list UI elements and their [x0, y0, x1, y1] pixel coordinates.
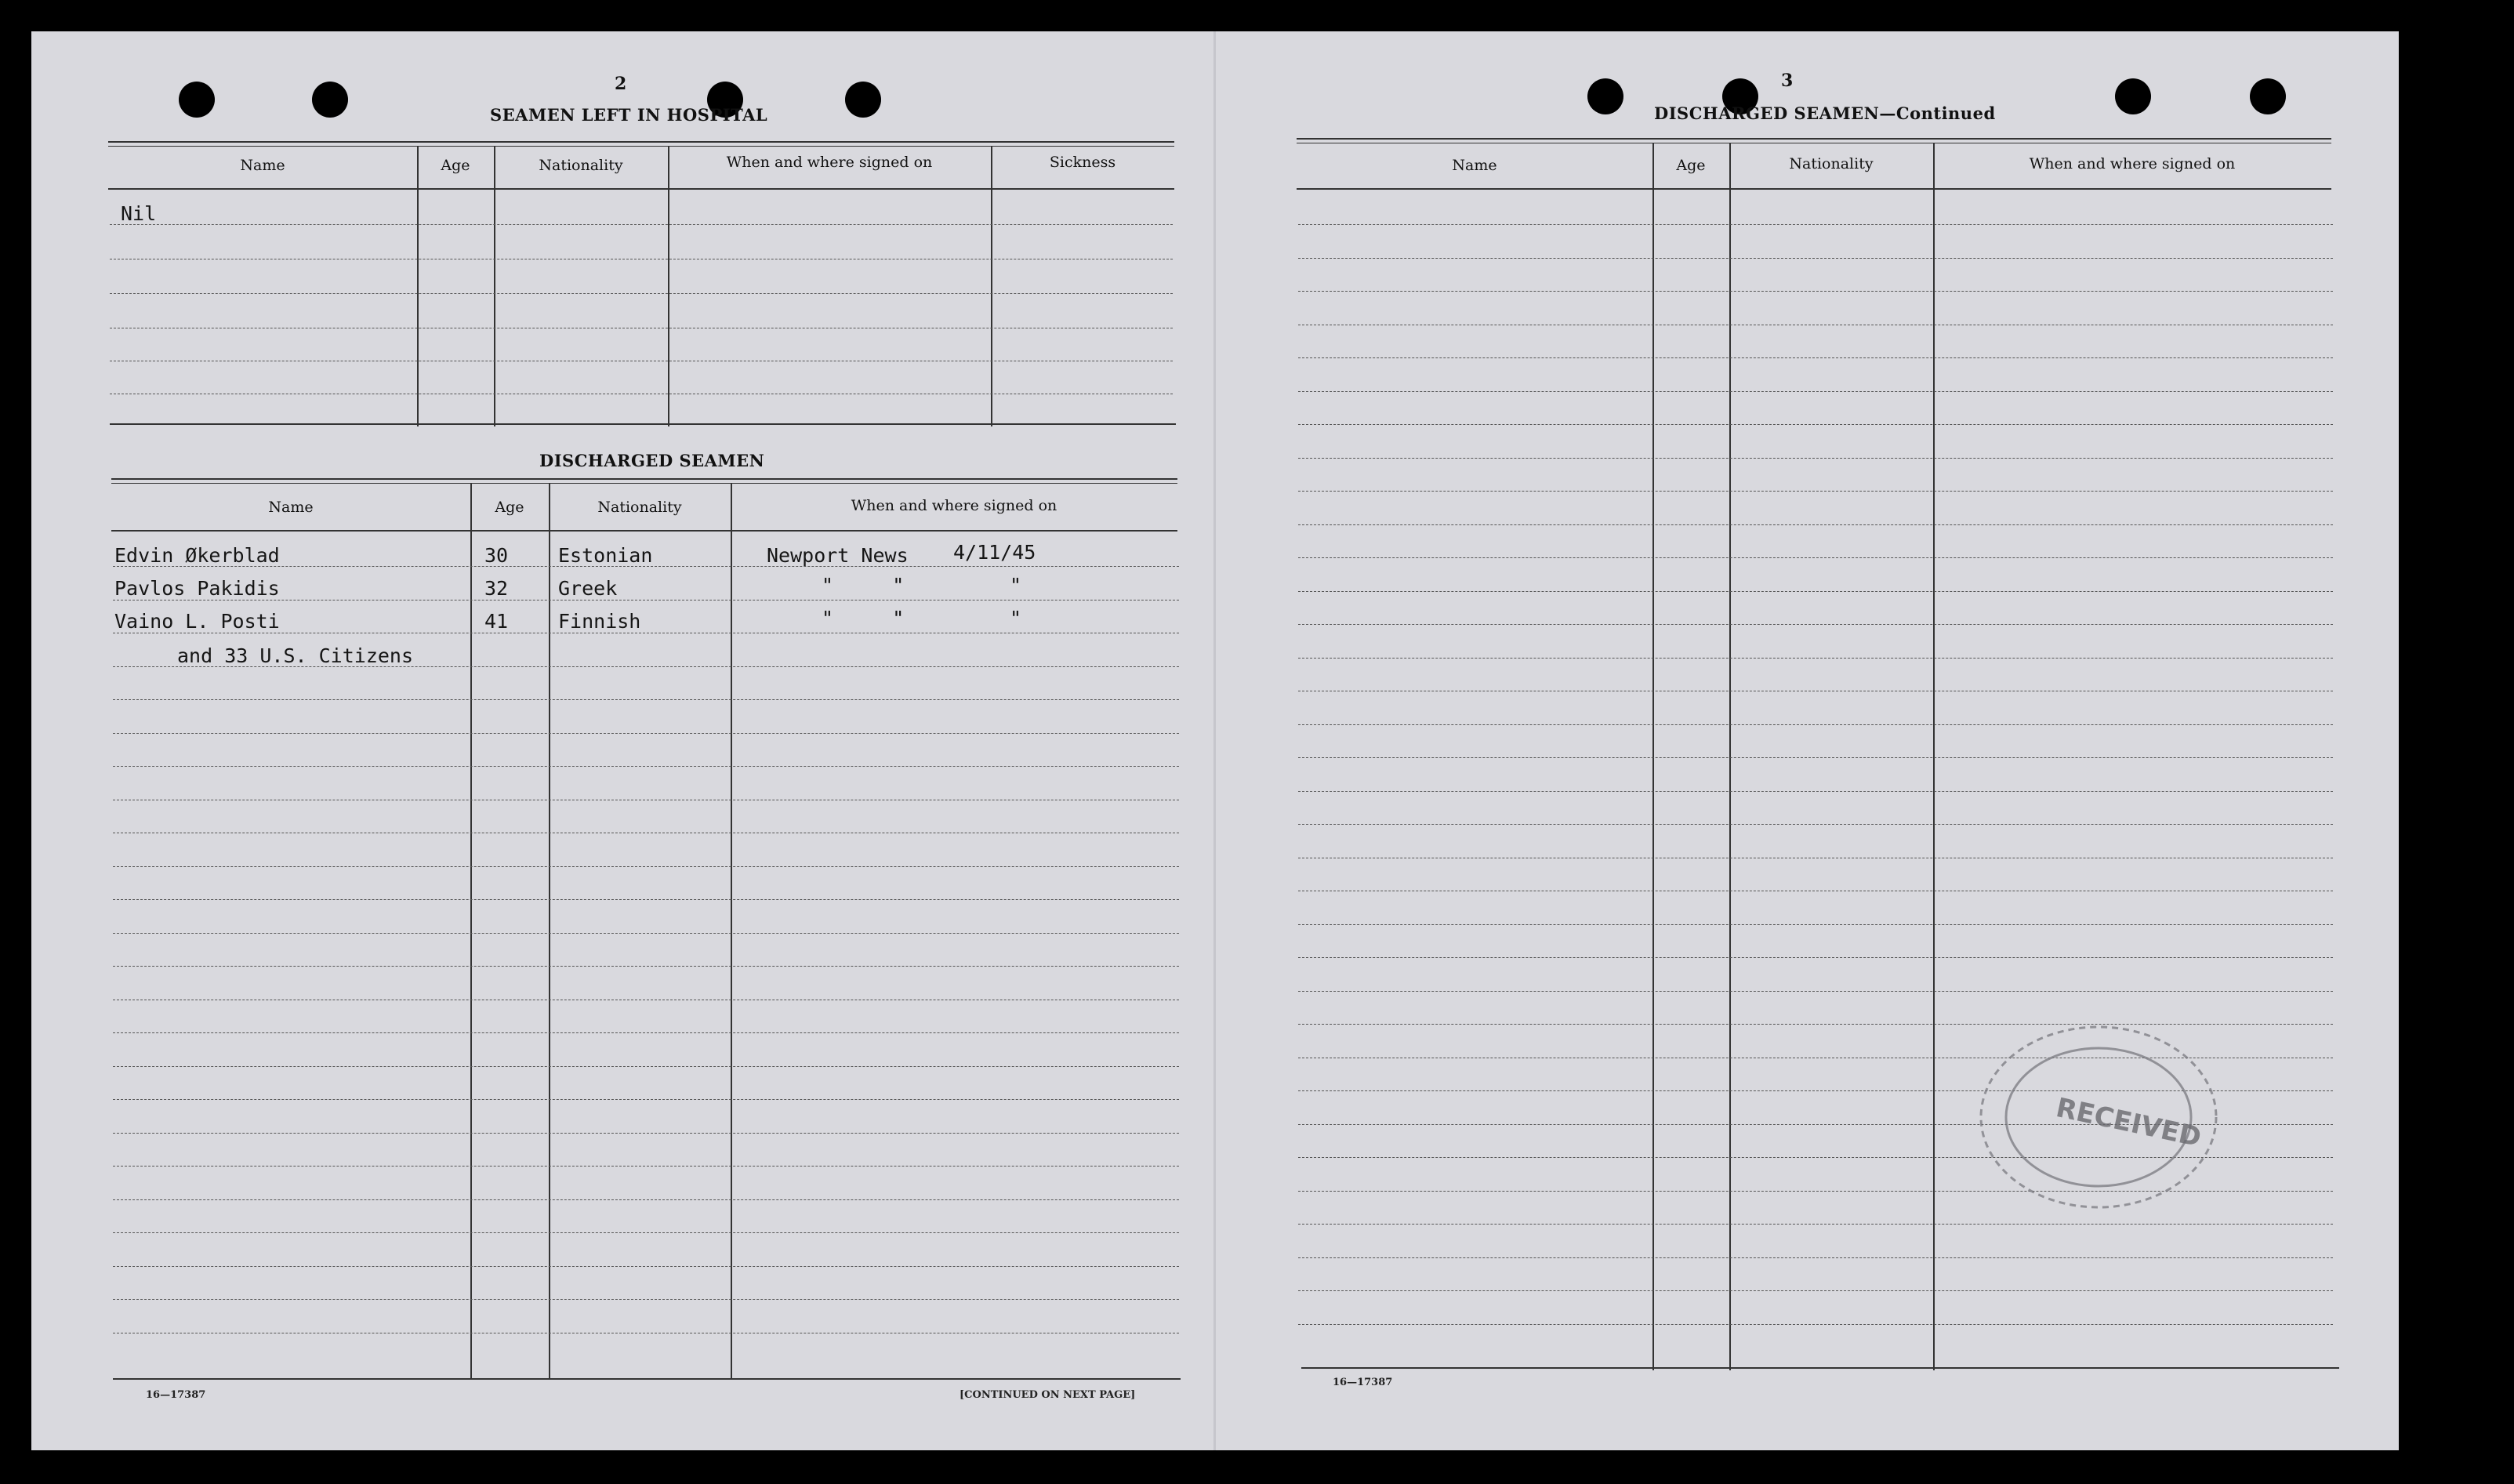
ruled-line — [113, 1032, 1179, 1033]
ruled-line — [113, 1133, 1179, 1134]
seaman-age: 32 — [484, 577, 509, 600]
ruled-line — [1298, 1257, 2333, 1258]
hospital-section-title: SEAMEN LEFT IN HOSPITAL — [490, 105, 768, 125]
seaman-name: Vaino L. Posti — [114, 610, 280, 633]
ruled-line — [1298, 357, 2333, 358]
ruled-line — [113, 899, 1179, 900]
column-header-name: Name — [268, 499, 314, 516]
ruled-line — [1298, 724, 2333, 725]
page-title: DISCHARGED SEAMEN—Continued — [1654, 103, 1996, 123]
ruled-line — [1298, 524, 2333, 525]
ruled-line — [1298, 1290, 2333, 1291]
ruled-line — [1298, 391, 2333, 392]
seaman-name: Edvin Økerblad — [114, 544, 280, 567]
seaman-name: Pavlos Pakidis — [114, 577, 280, 600]
ruled-line — [113, 1166, 1179, 1167]
punch-hole — [1587, 78, 1623, 114]
ruled-line — [113, 933, 1179, 934]
column-header-nationality: Nationality — [1789, 155, 1874, 172]
ruled-line — [113, 1199, 1179, 1200]
page-number: 2 — [615, 74, 627, 94]
column-header-when-where: When and where signed on — [726, 154, 933, 171]
signed-on-place: Newport News — [767, 544, 909, 567]
seaman-age: 30 — [484, 544, 509, 567]
punch-hole — [312, 82, 348, 118]
page-number: 3 — [1781, 71, 1794, 91]
ruled-line — [1298, 458, 2333, 459]
discharged-section-title: DISCHARGED SEAMEN — [539, 451, 765, 470]
column-header-age: Age — [1676, 157, 1706, 174]
signed-on-place: " " — [822, 574, 905, 597]
ruled-line — [113, 699, 1179, 700]
seaman-age: 41 — [484, 610, 509, 633]
column-header-age: Age — [495, 499, 524, 516]
column-header-when-where: When and where signed on — [851, 497, 1057, 514]
signed-on-date: " — [1010, 574, 1022, 597]
seaman-nationality: Estonian — [558, 544, 653, 567]
right-page — [1215, 31, 2399, 1450]
seaman-nationality: Greek — [558, 577, 618, 600]
column-header-age: Age — [441, 157, 470, 174]
seaman-nationality: Finnish — [558, 610, 641, 633]
signed-on-date: 4/11/45 — [953, 541, 1036, 564]
stamp-text: RECEIVED — [2053, 1092, 2204, 1154]
form-number: 16—17387 — [1333, 1377, 1393, 1388]
ruled-line — [113, 766, 1179, 767]
ruled-line — [113, 1232, 1179, 1233]
ruled-line — [113, 1299, 1179, 1300]
ruled-line — [1298, 591, 2333, 592]
left-page — [31, 31, 1215, 1450]
punch-hole — [2115, 78, 2151, 114]
hospital-entry-nil: Nil — [121, 202, 157, 225]
ruled-line — [113, 1066, 1179, 1067]
ruled-line — [1298, 491, 2333, 492]
citizens-note: and 33 U.S. Citizens — [177, 644, 414, 667]
ruled-line — [1298, 957, 2333, 958]
ruled-line — [1298, 624, 2333, 625]
ruled-line — [113, 1266, 1179, 1267]
ruled-line — [113, 733, 1179, 734]
ruled-line — [1298, 424, 2333, 425]
ruled-line — [1298, 824, 2333, 825]
ruled-line — [1298, 1224, 2333, 1225]
stamp-icon — [1961, 1007, 2236, 1219]
ruled-line — [1298, 791, 2333, 792]
ruled-line — [1298, 557, 2333, 558]
ruled-line — [1298, 924, 2333, 925]
document-sheet — [31, 31, 2399, 1450]
form-number: 16—17387 — [146, 1389, 206, 1401]
column-header-nationality: Nationality — [597, 499, 682, 516]
column-header-when-where: When and where signed on — [2029, 155, 2236, 172]
column-header-sickness: Sickness — [1049, 154, 1116, 171]
received-stamp — [1961, 1007, 2236, 1219]
ruled-line — [1298, 258, 2333, 259]
ruled-line — [113, 966, 1179, 967]
signed-on-place: " " — [822, 607, 905, 630]
punch-hole — [845, 82, 881, 118]
ruled-line — [1298, 757, 2333, 758]
ruled-line — [1298, 1324, 2333, 1325]
signed-on-date: " — [1010, 607, 1022, 630]
punch-hole — [2250, 78, 2286, 114]
ruled-line — [1298, 224, 2333, 225]
column-header-nationality: Nationality — [539, 157, 623, 174]
ruled-line — [1298, 658, 2333, 659]
punch-hole — [179, 82, 215, 118]
ruled-line — [113, 1099, 1179, 1100]
ruled-line — [1298, 991, 2333, 992]
ruled-line — [1298, 291, 2333, 292]
column-header-name: Name — [240, 157, 285, 174]
column-header-name: Name — [1452, 157, 1497, 174]
continued-note: [CONTINUED ON NEXT PAGE] — [960, 1389, 1136, 1401]
ruled-line — [113, 866, 1179, 867]
